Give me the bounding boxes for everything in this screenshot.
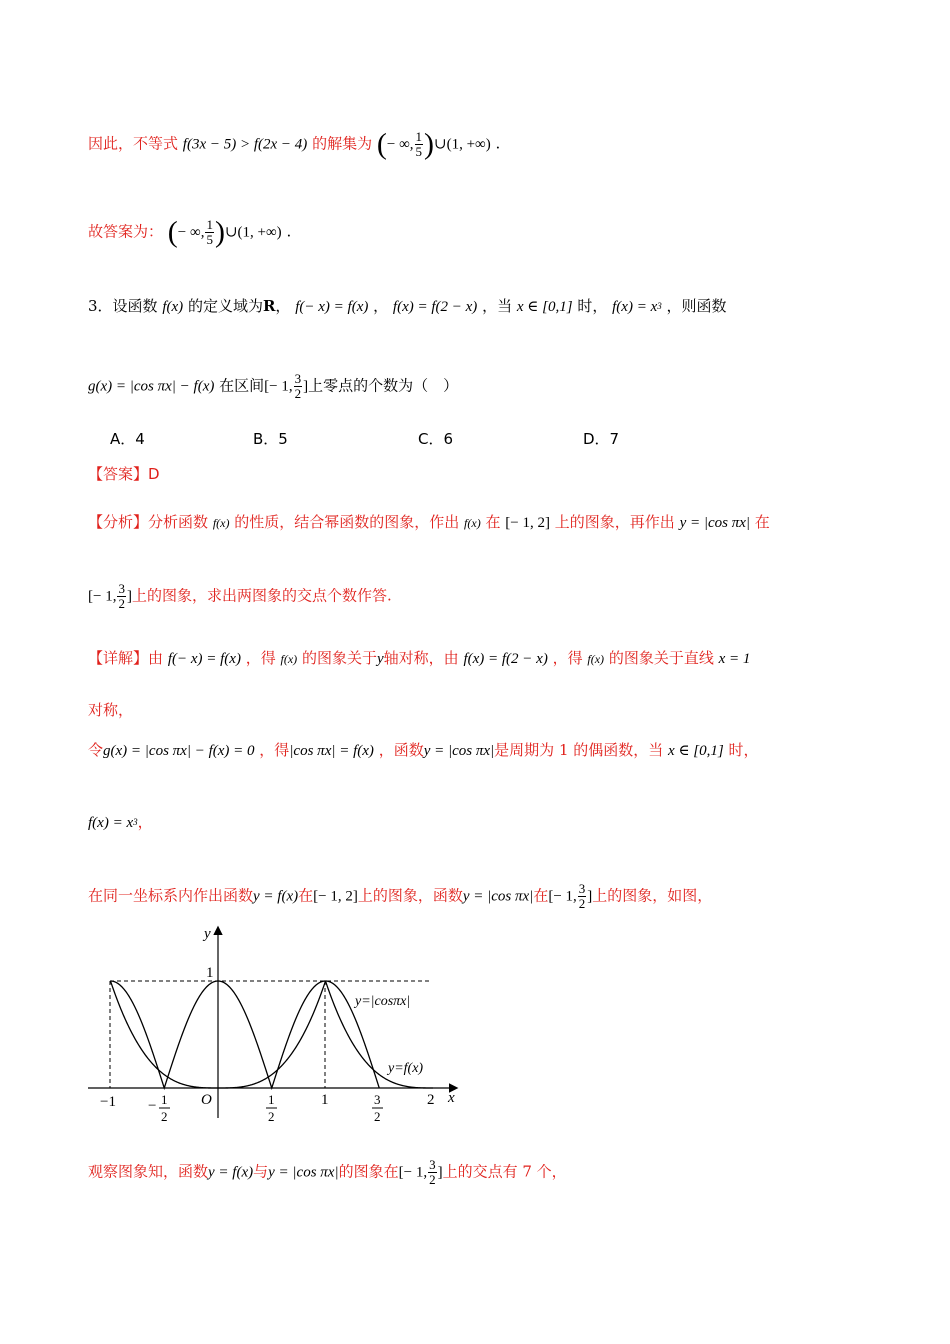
comma: ， [275, 297, 291, 315]
y-one-label: 1 [206, 965, 214, 981]
interval-right: ] [126, 588, 132, 605]
x-axis-label: x [448, 1090, 455, 1106]
detail-label: 【详解】 [88, 649, 149, 667]
y-axis-label: y [204, 926, 211, 942]
cos-curve-label: y=|cosπx| [355, 994, 411, 1009]
f-curve-label: y=f(x) [388, 1061, 424, 1076]
symmetry-condition: f(x) = f(2 − x) [392, 299, 478, 315]
answer-label: 【答案】 [88, 465, 149, 483]
interval-left: [− 1, [264, 378, 293, 395]
detail-text: 上的图象，函数 [357, 886, 463, 905]
y-axis-var: y [376, 651, 384, 667]
detail-text: 观察图象知，函数 [88, 1162, 209, 1181]
function-f: f(x) [280, 652, 298, 666]
symmetry-condition: f(x) = f(2 − x) [463, 651, 548, 667]
domain-text: 的定义域为 [187, 297, 263, 315]
detail-text: 轴对称，由 [383, 649, 459, 667]
analysis-text: 分析函数 [148, 513, 209, 531]
when-text: ，当 [482, 297, 513, 315]
analysis-line-2 [88, 582, 392, 611]
real-set: R [262, 297, 276, 315]
analysis-text: 在 [485, 513, 501, 531]
left-paren: ( [167, 215, 178, 249]
g-equation: g(x) = |cos πx| − f(x) = 0 [103, 743, 255, 759]
right-paren: ) [214, 215, 225, 249]
interval: [− 1, 2] [505, 515, 550, 531]
detail-line-3 [88, 740, 759, 761]
cos-function: y = |cos πx| [679, 515, 751, 531]
interval-left: [− 1, [548, 888, 577, 905]
detail-text: ，得 [552, 649, 583, 667]
conclusion-final-line [88, 1158, 567, 1187]
interval-left: [− 1, [88, 588, 117, 605]
domain-interval: x ∈ [0,1] [516, 299, 573, 315]
period: . [495, 134, 501, 153]
tick-three-halves-num: 3 [374, 1092, 381, 1107]
exponent: 3 [133, 817, 138, 827]
fraction-three-halves: $\frac{3}{2}$ [118, 581, 125, 611]
even-condition: f(− x) = f(x) [167, 651, 241, 667]
answer-value: D [148, 465, 160, 483]
function-f: f(x) [212, 516, 230, 530]
question-3-stem [88, 296, 727, 317]
question-number: 3．设函数 [88, 297, 158, 315]
cos-curve [111, 981, 380, 1088]
detail-line-2 [88, 700, 133, 720]
fraction-one-fifth: $\frac{1}{5}$ [415, 129, 423, 159]
f-function: y = f(x) [208, 1164, 254, 1181]
analysis-text: 上的图象，求出两图象的交点个数作答. [131, 586, 392, 605]
detail-text: 的图象关于直线 [608, 649, 714, 667]
cos-equation: |cos πx| = f(x) [289, 743, 374, 759]
detail-text: 由 [148, 649, 164, 667]
detail-text: ， [137, 813, 153, 831]
tick-neg-half-den: 2 [161, 1109, 168, 1124]
detail-line-4 [88, 812, 153, 833]
exponent: 3 [657, 301, 662, 311]
analysis-line [88, 512, 770, 533]
cube-formula: f(x) = x [612, 299, 658, 315]
tick-half-num: 1 [268, 1092, 275, 1107]
detail-text: 时， [728, 741, 759, 759]
function-f: f(x) [162, 299, 184, 315]
detail-text: 对称， [88, 701, 134, 719]
cos-function: y = |cos πx| [462, 888, 534, 905]
fraction-three-halves: $\frac{3}{2}$ [578, 881, 586, 911]
detail-text: 与 [253, 1162, 269, 1181]
detail-line [88, 648, 750, 669]
function-graph [80, 920, 470, 1130]
interval-left: [− 1, [398, 1164, 428, 1181]
conclusion-text: 因此，不等式 [88, 134, 179, 153]
tick-three-halves-den: 2 [374, 1109, 381, 1124]
detail-text: 上的交点有 7 个， [442, 1162, 567, 1181]
detail-text: 在 [533, 886, 549, 905]
detail-text: 令 [88, 741, 104, 759]
right-paren: ) [424, 127, 435, 161]
even-condition: f(− x) = f(x) [295, 299, 369, 315]
tick-half-den: 2 [268, 1109, 275, 1124]
set-left: − ∞, [386, 136, 414, 153]
analysis-text: 在 [754, 513, 770, 531]
fraction-one-fifth: $\frac{1}{5}$ [206, 217, 213, 247]
detail-text: 在 [298, 886, 314, 905]
answer-label-line [88, 464, 160, 484]
detail-text: 是周期为 1 的偶函数，当 [494, 741, 664, 759]
function-f: f(x) [587, 652, 605, 666]
function-g: g(x) = |cos πx| − f(x) [88, 378, 215, 395]
cos-function: y = |cos πx| [423, 743, 495, 759]
conclusion-line [88, 127, 501, 161]
detail-text: 的图象关于 [301, 649, 377, 667]
detail-text: 在同一坐标系内作出函数 [88, 886, 254, 905]
fraction-three-halves: $\frac{3}{2}$ [294, 371, 302, 401]
fraction-three-halves: $\frac{3}{2}$ [429, 1157, 436, 1187]
detail-text: 的图象在 [338, 1162, 399, 1181]
answer-line [88, 215, 292, 249]
interval-right: ] [587, 888, 593, 905]
tick-neg-half-sign: − [148, 1098, 157, 1114]
detail-text: ，得 [259, 741, 290, 759]
comma: ， [373, 297, 389, 315]
detail-text: ，函数 [378, 741, 424, 759]
detail-text: 上的图象，如图， [592, 886, 713, 905]
cube-formula: f(x) = x [88, 815, 134, 831]
time-text: 时， [577, 297, 608, 315]
set-right: ∪(1, +∞) [434, 136, 491, 153]
interval-right: ] [437, 1164, 443, 1181]
interval-text: 在区间 [219, 376, 265, 395]
inequality: f(3x − 5) > f(2x − 4) [182, 136, 308, 153]
choice-c: C．6 [418, 430, 454, 448]
then-text: ，则函数 [666, 297, 727, 315]
detail-line-5 [88, 882, 712, 911]
line-x1: x = 1 [718, 651, 751, 667]
answer-text: 故答案为： [88, 222, 164, 241]
zeros-question: 上零点的个数为（ ） [308, 376, 459, 395]
domain-interval: x ∈ [0,1] [668, 743, 724, 759]
analysis-text: 上的图象，再作出 [554, 513, 675, 531]
analysis-label: 【分析】 [88, 513, 149, 531]
function-f: f(x) [464, 516, 481, 530]
question-3-stem-2 [88, 372, 458, 401]
f-function: y = f(x) [253, 888, 299, 905]
tick-1: 1 [321, 1092, 329, 1108]
interval-right: ] [303, 378, 309, 395]
solution-text: 的解集为 [312, 134, 373, 153]
period: . [286, 222, 292, 241]
interval: [− 1, 2] [313, 888, 358, 905]
left-paren: ( [376, 127, 387, 161]
set-right: ∪(1, +∞) [224, 224, 282, 241]
choice-b: B．5 [253, 430, 288, 448]
tick-neg-half-num: 1 [161, 1092, 168, 1107]
tick-2: 2 [427, 1092, 435, 1108]
choice-d: D．7 [583, 430, 620, 448]
origin-label: O [201, 1092, 212, 1108]
tick-neg1: −1 [100, 1094, 116, 1110]
cos-function: y = |cos πx| [268, 1164, 339, 1181]
analysis-text: 的性质，结合幂函数的图象，作出 [234, 513, 460, 531]
set-left: − ∞, [177, 224, 205, 241]
detail-text: ，得 [245, 649, 276, 667]
choice-a: A．4 [110, 430, 145, 448]
